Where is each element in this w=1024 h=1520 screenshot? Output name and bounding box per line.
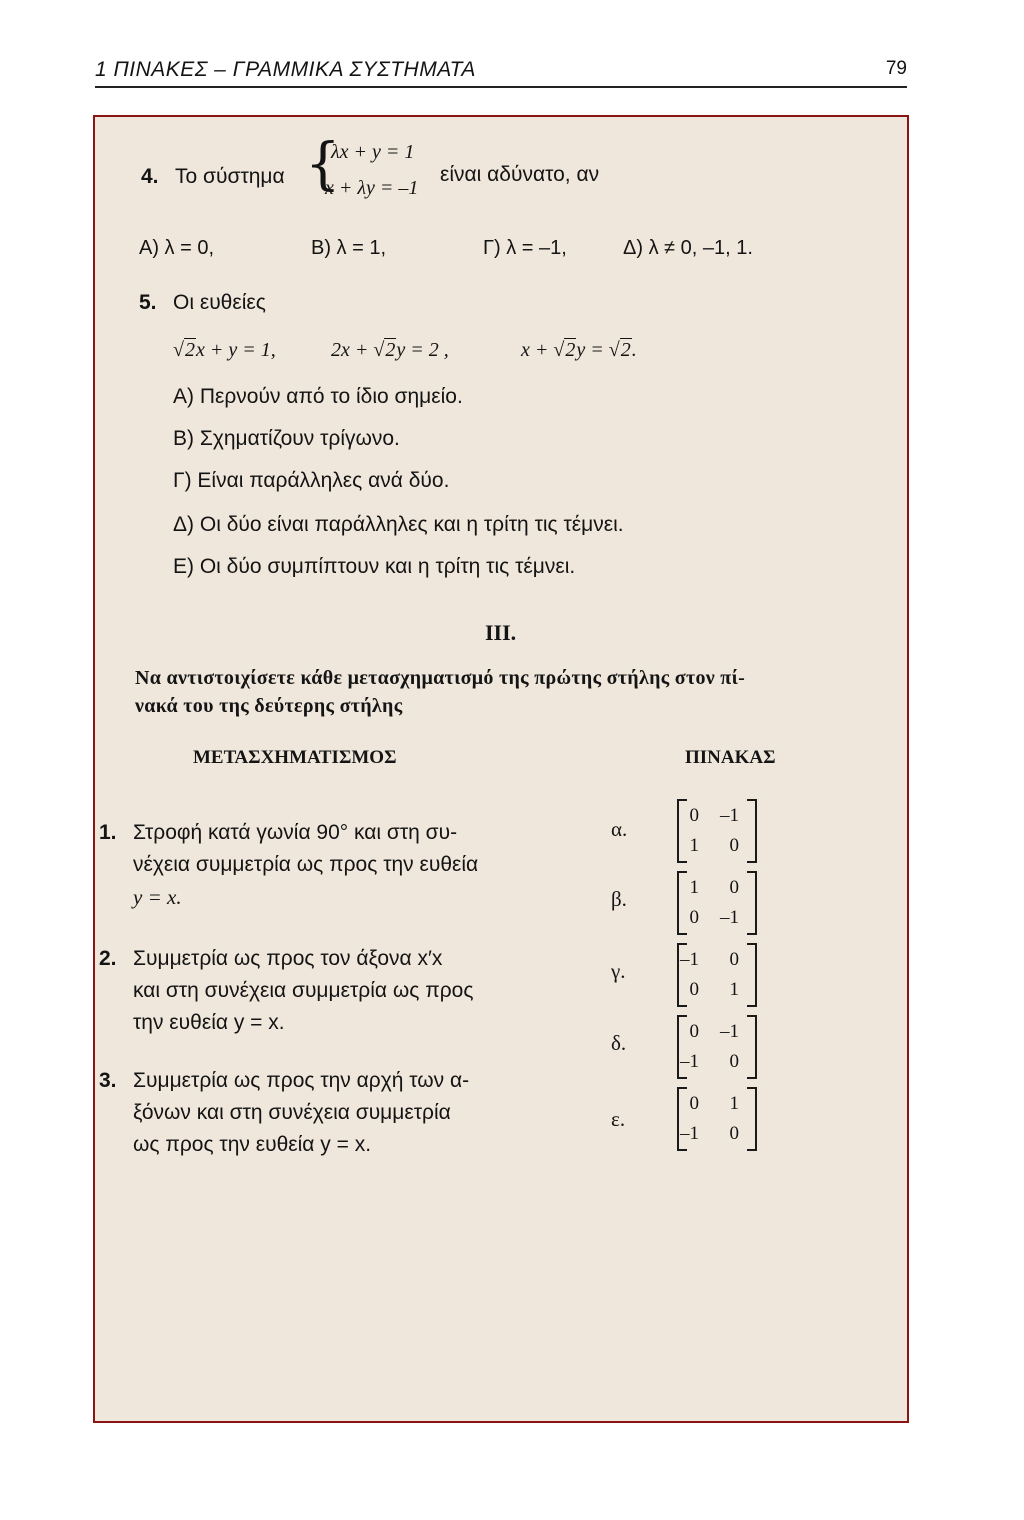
matrix-epsilon-r2c2: 0 (729, 1123, 739, 1144)
line-equation-2: 2x + √2y = 2 , (331, 339, 449, 361)
system-equation-1: λx + y = 1 (331, 141, 415, 163)
matrix-gamma-r2c2: 1 (729, 979, 739, 1000)
matrix-label-delta: δ. (611, 1031, 627, 1055)
transform-1-line-3: y = x. (133, 885, 182, 909)
section-instruction-line-1: Να αντιστοιχίσετε κάθε μετασχηματισμό της πρώτης στήλης στον πί- (135, 667, 746, 689)
matrix-beta-r1c1: 1 (689, 877, 699, 898)
matrix-epsilon-r2c1: –1 (680, 1123, 699, 1144)
matrix-gamma (677, 943, 757, 1007)
question-4-intro: Το σύστημα (175, 165, 285, 188)
matrix-alpha-r1c2: –1 (720, 805, 739, 826)
matrix-gamma-r1c1: –1 (680, 949, 699, 970)
matrix-gamma-r2c1: 0 (689, 979, 699, 1000)
exercise-box (93, 115, 909, 1423)
section-heading: ΙΙΙ. (485, 620, 517, 645)
system-brace: { (305, 132, 341, 197)
transform-3-line-2: ξόνων και στη συνέχεια συμμετρία (133, 1101, 451, 1124)
matrix-gamma-r1c2: 0 (729, 949, 739, 970)
q4-option-c: Γ) λ = –1, (483, 237, 567, 259)
system-equation-2: x + λy = –1 (325, 177, 419, 199)
q5-option-c: Γ) Είναι παράλληλες ανά δύο. (173, 469, 450, 492)
transform-2-line-3: την ευθεία y = x. (133, 1011, 285, 1034)
matrix-beta (677, 871, 757, 935)
matrix-delta-r1c1: 0 (689, 1021, 699, 1042)
page-number: 79 (885, 58, 907, 79)
transform-2-line-1: Συμμετρία ως προς τον άξονα x′x (133, 947, 443, 970)
matrix-epsilon (677, 1087, 757, 1151)
matrix-epsilon-r1c2: 1 (729, 1093, 739, 1114)
matrix-delta (677, 1015, 757, 1079)
q4-option-a: Α) λ = 0, (139, 237, 215, 259)
transform-2-line-2: και στη συνέχεια συμμετρία ως προς (133, 979, 474, 1002)
matrix-alpha-r2c2: 0 (729, 835, 739, 856)
line-equation-3: x + √2y = √2. (521, 339, 637, 361)
matrix-delta-r2c1: –1 (680, 1051, 699, 1072)
transform-3-line-1: Συμμετρία ως προς την αρχή των α- (133, 1069, 470, 1092)
matrix-label-epsilon: ε. (611, 1107, 626, 1131)
column-header-matrix: ΠΙΝΑΚΑΣ (685, 747, 776, 768)
q4-option-b: Β) λ = 1, (311, 237, 387, 259)
question-5-number: 5. (139, 291, 157, 314)
matrix-alpha-r1c1: 0 (689, 805, 699, 826)
q5-option-d: Δ) Οι δύο είναι παράλληλες και η τρίτη τις τέμνει. (173, 513, 624, 536)
matrix-label-gamma: γ. (611, 959, 626, 983)
transform-3-line-3: ως προς την ευθεία y = x. (133, 1133, 372, 1156)
q5-option-b: Β) Σχηματίζουν τρίγωνο. (173, 427, 400, 450)
transform-2-number: 2. (99, 947, 117, 970)
matrix-beta-r1c2: 0 (729, 877, 739, 898)
transform-1-number: 1. (99, 821, 117, 844)
question-5-intro: Οι ευθείες (173, 291, 266, 314)
transform-1-line-1: Στροφή κατά γωνία 90° και στη συ- (133, 821, 458, 844)
matrix-beta-r2c1: 0 (689, 907, 699, 928)
matrix-alpha (677, 799, 757, 863)
section-instruction-line-2: νακά του της δεύτερης στήλης (135, 695, 403, 717)
line-equation-1: √2x + y = 1, (173, 339, 276, 361)
matrix-alpha-r2c1: 1 (689, 835, 699, 856)
column-header-transformation: ΜΕΤΑΣΧΗΜΑΤΙΣΜΟΣ (193, 747, 397, 768)
q5-option-a: Α) Περνούν από το ίδιο σημείο. (173, 385, 463, 408)
matrix-label-alpha: α. (611, 817, 628, 841)
matrix-label-beta: β. (611, 887, 627, 911)
matrix-beta-r2c2: –1 (720, 907, 739, 928)
q5-option-e: Ε) Οι δύο συμπίπτουν και η τρίτη τις τέμνει. (173, 555, 576, 578)
transform-3-number: 3. (99, 1069, 117, 1092)
page-header (95, 56, 907, 88)
matrix-delta-r1c2: –1 (720, 1021, 739, 1042)
matrix-epsilon-r1c1: 0 (689, 1093, 699, 1114)
question-4-number: 4. (141, 165, 159, 188)
question-4-condition: είναι αδύνατο, αν (440, 163, 600, 186)
transform-1-line-2: νέχεια συμμετρία ως προς την ευθεία (133, 853, 479, 876)
chapter-title: 1 ΠΙΝΑΚΕΣ – ΓΡΑΜΜΙΚΑ ΣΥΣΤΗΜΑΤΑ (95, 58, 476, 81)
matrix-delta-r2c2: 0 (729, 1051, 739, 1072)
q4-option-d: Δ) λ ≠ 0, –1, 1. (623, 237, 753, 259)
